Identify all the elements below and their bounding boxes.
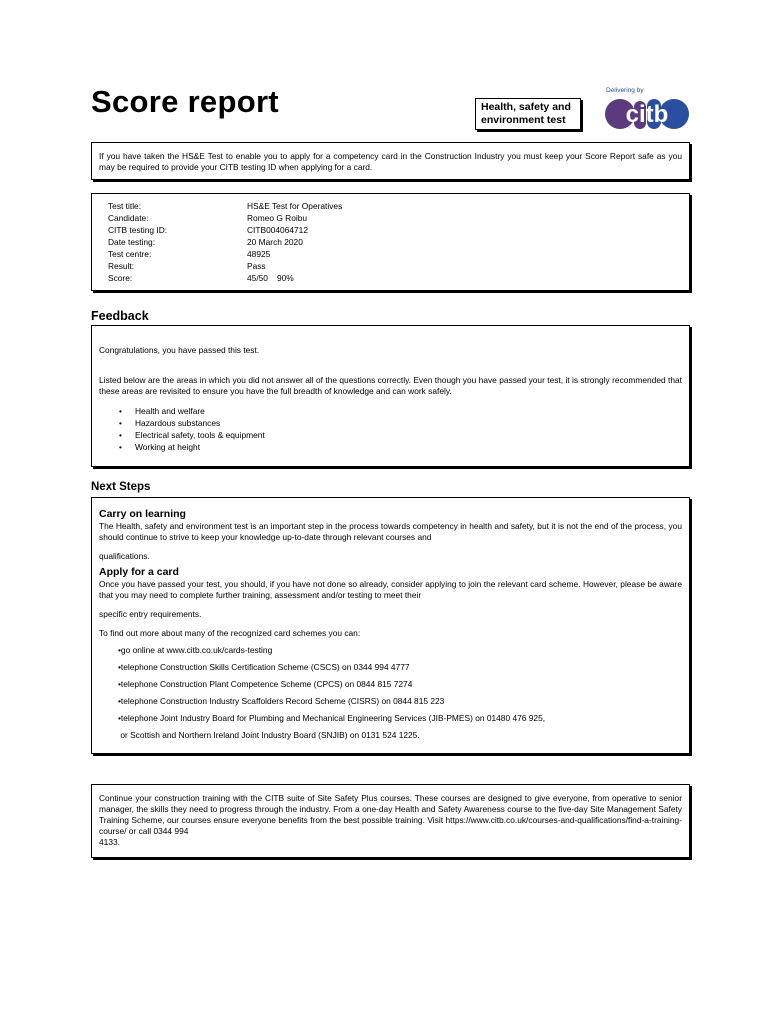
intro-text: If you have taken the HS&E Test to enable you to apply for a competency card in the Construction Industry you must keep your Score Report safe as you may be required to provide your CITB testing ID when applying for a card.	[99, 151, 682, 172]
intro-notice	[91, 142, 690, 180]
test-details	[91, 193, 690, 291]
citb-logo-mark	[604, 96, 690, 130]
test-type-badge	[475, 98, 581, 130]
page-title: Score report	[91, 84, 279, 119]
apply-card-text-end: specific entry requirements.	[99, 609, 202, 619]
detail-value: Romeo G Roibu	[247, 213, 308, 223]
carry-on-heading: Carry on learning	[99, 508, 186, 520]
congrats-text: Congratulations, you have passed this test.	[99, 345, 260, 355]
apply-card-text: Once you have passed your test, you should, if you have not done so already, consider applying to join the relevant card scheme. However, please be aware that you may need to complete further training, assessment and/or testing to meet their	[99, 579, 682, 600]
detail-value: HS&E Test for Operatives	[247, 201, 343, 211]
detail-value: CITB004064712	[247, 225, 308, 235]
citb-logo	[604, 87, 690, 131]
bullet: •	[119, 418, 122, 428]
feedback-heading: Feedback	[91, 309, 149, 323]
feedback-box	[91, 325, 690, 467]
test-type-line-1: Health, safety and	[481, 101, 571, 113]
detail-value: 20 March 2020	[247, 237, 303, 247]
detail-label: Result:	[108, 261, 135, 271]
list-item	[99, 405, 682, 417]
detail-label: Date testing:	[108, 237, 156, 247]
bullet: •	[119, 406, 122, 416]
bullet: •	[119, 430, 122, 440]
find-out-text: To find out more about many of the recognized card schemes you can:	[99, 628, 361, 638]
detail-label: Score:	[108, 273, 133, 283]
list-item: •telephone Construction Industry Scaffolders Record Scheme (CISRS) on 0844 815 223	[118, 696, 445, 706]
bullet: •	[119, 442, 122, 452]
list-item: •telephone Joint Industry Board for Plumbing and Mechanical Engineering Services (JIB-PMES) on 01480 476 925,	[118, 713, 546, 723]
carry-on-text-end: qualifications.	[99, 551, 150, 561]
list-item	[99, 441, 682, 453]
list-item	[99, 429, 682, 441]
area-label: Electrical safety, tools & equipment	[135, 430, 265, 440]
list-item: •go online at www.citb.co.uk/cards-testing	[118, 645, 273, 655]
areas-intro-text: Listed below are the areas in which you did not answer all of the questions correctly. Even though you have passed your test, it is strongly recommended that these areas are revisited to ensure you have the full breadth of knowledge and can work safely.	[99, 375, 682, 396]
next-steps-heading: Next Steps	[91, 481, 151, 493]
logo-caption: Delivering by	[606, 87, 644, 94]
card-scheme-links	[99, 642, 682, 744]
list-item: •telephone Construction Plant Competence Scheme (CPCS) on 0844 815 7274	[118, 679, 413, 689]
detail-value: Pass	[247, 261, 266, 271]
detail-label: CITB testing ID:	[108, 225, 168, 235]
carry-on-text: The Health, safety and environment test is an important step in the process towards competency in health and safety, but it is not the end of the process, you should continue to strive to keep your knowledge up-to-date through relevant courses and	[99, 521, 682, 542]
test-type-line-2: environment test	[481, 114, 566, 126]
detail-value: 48925	[247, 249, 271, 259]
score-value: 45/50	[247, 273, 268, 283]
detail-label: Test title:	[108, 201, 142, 211]
next-steps-box	[91, 497, 690, 754]
training-promo-text-end: 4133.	[99, 837, 120, 847]
detail-label: Candidate:	[108, 213, 149, 223]
training-promo-box	[91, 784, 690, 858]
area-label: Hazardous substances	[135, 418, 221, 428]
list-item: •telephone Construction Skills Certification Scheme (CSCS) on 0344 994 4777	[118, 662, 410, 672]
area-label: Working at height	[135, 442, 201, 452]
areas-list	[99, 405, 682, 453]
detail-label: Test centre:	[108, 249, 152, 259]
training-promo-text: Continue your construction training with the CITB suite of Site Safety Plus courses. These courses are designed to give everyone, from operative to senior manager, the skills they need to progress through the industry. From a one-day Health and Safety Awareness course to the five-day Site Management Safety Training Scheme, our courses ensure everyone benefits from the best possible training. Visit https://www.citb.co.uk/courses-and-qualifications/find-a-training-course/ or call 0344 994	[99, 793, 682, 836]
score-percent: 90%	[276, 273, 294, 283]
list-item: or Scottish and Northern Ireland Joint Industry Board (SNJIB) on 0131 524 1225.	[118, 730, 420, 740]
apply-card-heading: Apply for a card	[99, 566, 179, 578]
list-item	[99, 417, 682, 429]
logo-text: citb	[625, 101, 669, 128]
area-label: Health and welfare	[135, 406, 205, 416]
